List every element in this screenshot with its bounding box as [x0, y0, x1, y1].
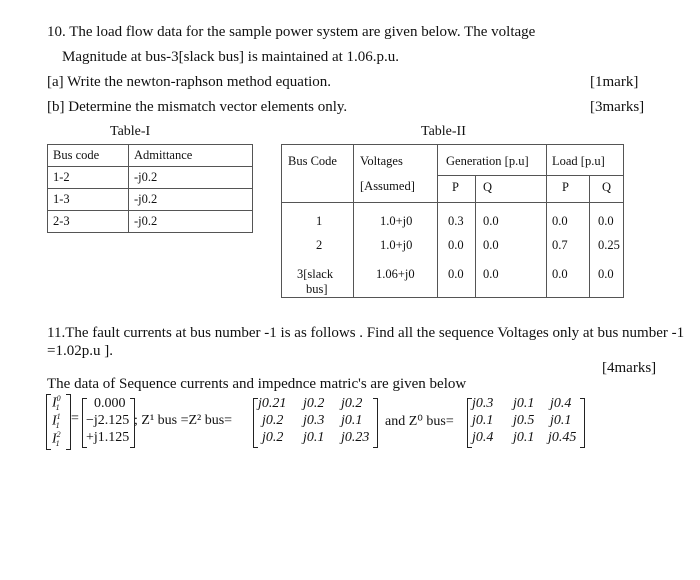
table-row — [48, 211, 253, 233]
table-cell: 0.0 — [483, 238, 499, 252]
table-cell: 2 — [316, 238, 323, 252]
matrix-cell: j0.2 — [341, 396, 363, 411]
table-cell: 1.0+j0 — [380, 214, 413, 228]
q10-part-a-marks: [1mark] — [590, 74, 639, 90]
matrix-cell: j0.1 — [472, 413, 494, 428]
table-cell: 0.3 — [448, 214, 464, 228]
table2-header-load: Load [p.u] — [552, 154, 605, 168]
table-cell: 0.0 — [598, 214, 614, 228]
table2-title: Table-II — [421, 124, 466, 139]
matrix-cell: j0.5 — [513, 413, 535, 428]
left-bracket — [46, 394, 51, 450]
matrix-cell: j0.4 — [472, 430, 494, 445]
q11-line1: 11.The fault currents at bus number -1 is as follows . Find all the sequence Voltages only at bus number -1 — [47, 325, 685, 341]
q11-line2: =1.02p.u ]. — [47, 343, 113, 359]
current-value-0: 0.000 — [94, 396, 126, 411]
table-cell: 0.0 — [552, 214, 568, 228]
table1-header-bus: Bus code — [48, 145, 129, 167]
table-cell: 0.0 — [552, 267, 568, 281]
table2-header-load-p: P — [562, 180, 569, 194]
table-row — [48, 189, 253, 211]
q11-data-line: The data of Sequence currents and impednce matric's are given below — [47, 376, 467, 392]
table-cell: 0.7 — [552, 238, 568, 252]
table2 — [281, 144, 624, 298]
table-cell: 0.0 — [483, 214, 499, 228]
table-row — [48, 145, 253, 167]
table-cell: 1-3 — [48, 189, 129, 211]
table-cell: 3[slack — [297, 267, 334, 281]
z0-label: and Z⁰ bus= — [385, 414, 454, 429]
table-cell: 0.0 — [448, 238, 464, 252]
table-cell: 1 — [316, 214, 323, 228]
q11-marks: [4marks] — [602, 360, 657, 376]
q10-line2: Magnitude at bus-3[slack bus] is maintained at 1.06.p.u. — [62, 49, 400, 65]
current-value-2: +j1.125 — [86, 430, 130, 445]
table-cell: -j0.2 — [129, 167, 253, 189]
table-cell: 0.0 — [483, 267, 499, 281]
q10-part-a: [a] Write the newton-raphson method equation. — [47, 74, 332, 90]
current-label-0: $I^0_1$ — [52, 394, 61, 413]
q10-part-b: [b] Determine the mismatch vector elements only. — [47, 99, 348, 115]
table-cell: 1.06+j0 — [376, 267, 415, 281]
table2-header-load-q: Q — [602, 180, 612, 194]
matrix-cell: j0.21 — [258, 396, 287, 411]
table-cell: 0.0 — [598, 267, 614, 281]
table2-header-assumed: [Assumed] — [360, 179, 415, 193]
q10-part-b-marks: [3marks] — [590, 99, 645, 115]
table1-header-admittance: Admittance — [129, 145, 253, 167]
table-cell: bus] — [306, 282, 328, 296]
matrix-cell: j0.2 — [262, 413, 284, 428]
table1-title: Table-I — [110, 124, 151, 139]
matrix-cell: j0.3 — [472, 396, 494, 411]
matrix-cell: j0.1 — [550, 413, 572, 428]
table2-header-gen-p: P — [452, 180, 459, 194]
table2-header-bus: Bus Code — [288, 154, 337, 168]
matrix-cell: j0.2 — [303, 396, 325, 411]
z1-label: ; Z¹ bus =Z² bus= — [134, 413, 233, 428]
right-bracket — [373, 398, 378, 448]
matrix-cell: j0.3 — [303, 413, 325, 428]
table-cell: -j0.2 — [129, 189, 253, 211]
table-cell: 1.0+j0 — [380, 238, 413, 252]
q10-line1: 10. The load flow data for the sample power system are given below. The voltage — [47, 24, 536, 40]
matrix-cell: j0.1 — [341, 413, 363, 428]
current-value-1: −j2.125 — [86, 413, 130, 428]
table-row — [48, 167, 253, 189]
equals-sign: = — [71, 411, 79, 426]
table2-header-gen-q: Q — [483, 180, 493, 194]
right-bracket — [580, 398, 585, 448]
table-cell: 2-3 — [48, 211, 129, 233]
current-label-2: $I^2_1$ — [52, 430, 61, 449]
table-cell: 0.0 — [448, 267, 464, 281]
table1 — [47, 144, 253, 233]
matrix-cell: j0.2 — [262, 430, 284, 445]
matrix-cell: j0.1 — [303, 430, 325, 445]
current-label-1: $I^1_1$ — [52, 412, 61, 431]
matrix-cell: j0.1 — [513, 430, 535, 445]
table-cell: -j0.2 — [129, 211, 253, 233]
matrix-cell: j0.23 — [341, 430, 370, 445]
matrix-cell: j0.45 — [548, 430, 577, 445]
table-cell: 1-2 — [48, 167, 129, 189]
matrix-cell: j0.4 — [550, 396, 572, 411]
table-cell: 0.25 — [598, 238, 620, 252]
table2-header-generation: Generation [p.u] — [446, 154, 529, 168]
matrix-cell: j0.1 — [513, 396, 535, 411]
table2-header-voltages: Voltages — [360, 154, 403, 168]
